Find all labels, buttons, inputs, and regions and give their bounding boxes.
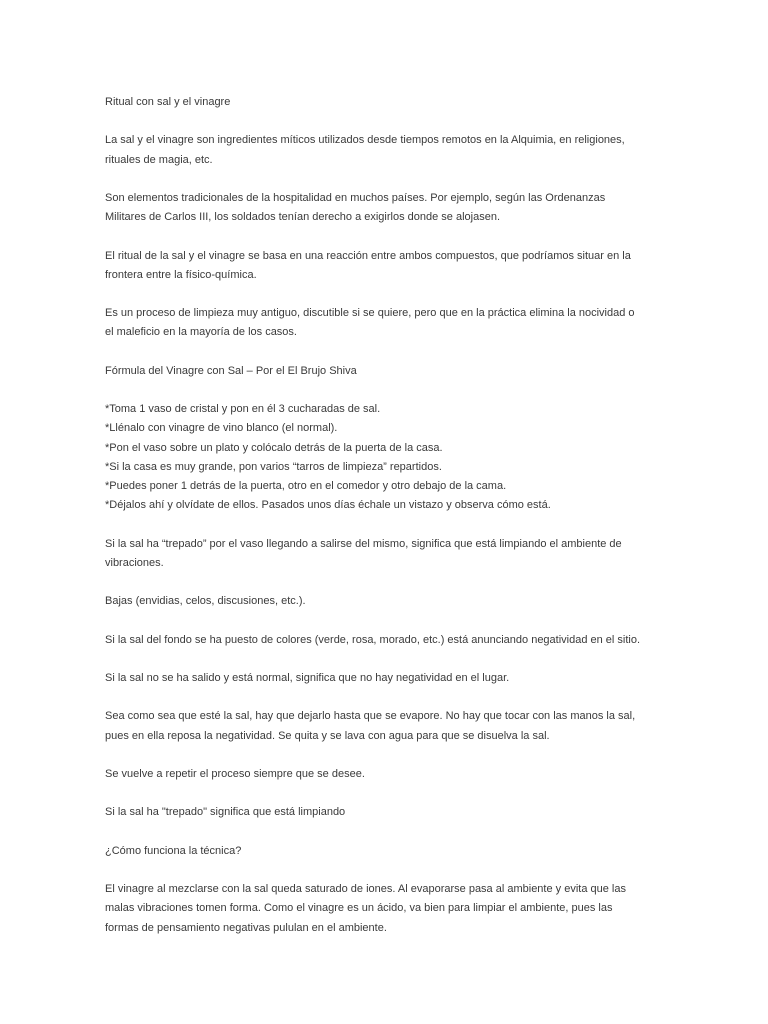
text-line: Es un proceso de limpieza muy antiguo, discutible si se quiere, pero que en la práctica elimina la nocividad o [105,307,635,320]
paragraph [105,842,665,861]
paragraph [105,592,665,611]
text-line: *Si la casa es muy grande, pon varios “tarros de limpieza” repartidos. [105,460,442,473]
text-line: Si la sal del fondo se ha puesto de colores (verde, rosa, morado, etc.) está anunciando negatividad en el sitio. [105,633,641,646]
text-line: malas vibraciones tomen forma. Como el vinagre es un ácido, va bien para limpiar el ambiente, pues las [105,902,613,915]
text-line: *Toma 1 vaso de cristal y pon en él 3 cucharadas de sal. [105,403,381,416]
text-line: Fórmula del Vinagre con Sal – Por el El Brujo Shiva [105,364,357,377]
paragraph [105,362,665,381]
paragraph [105,189,665,227]
text-line: Bajas (envidias, celos, discusiones, etc.). [105,595,306,608]
text-line: *Pon el vaso sobre un plato y colócalo detrás de la puerta de la casa. [105,441,443,454]
paragraph [105,247,665,285]
text-line: Militares de Carlos III, los soldados tenían derecho a exigirlos donde se alojasen. [105,211,501,224]
text-line: vibraciones. [105,556,164,569]
paragraph [105,707,665,745]
text-line: Si la sal ha "trepado" significa que está limpiando [105,806,346,819]
paragraph [105,400,665,515]
text-line: frontera entre la físico-química. [105,268,257,281]
text-line: ¿Cómo funciona la técnica? [105,844,242,857]
text-line: Son elementos tradicionales de la hospitalidad en muchos países. Por ejemplo, según las Ordenanzas [105,191,606,204]
text-line: *Llénalo con vinagre de vino blanco (el normal). [105,422,338,435]
paragraph [105,803,665,822]
text-line: Si la sal no se ha salido y está normal, significa que no hay negatividad en el lugar. [105,671,510,684]
paragraph [105,535,665,573]
text-line: *Puedes poner 1 detrás de la puerta, otro en el comedor y otro debajo de la cama. [105,479,507,492]
text-line: El vinagre al mezclarse con la sal queda saturado de iones. Al evaporarse pasa al ambiente y evita que las [105,883,626,896]
paragraph [105,304,665,342]
paragraph [105,93,665,112]
text-line: pues en ella reposa la negatividad. Se quita y se lava con agua para que se disuelva la sal. [105,729,550,742]
paragraph [105,765,665,784]
text-line: *Déjalos ahí y olvídate de ellos. Pasados unos días échale un vistazo y observa cómo está. [105,499,551,512]
text-line: el maleficio en la mayoría de los casos. [105,326,297,339]
text-line: La sal y el vinagre son ingredientes míticos utilizados desde tiempos remotos en la Alquimia, en religiones, [105,134,625,147]
text-line: El ritual de la sal y el vinagre se basa en una reacción entre ambos compuestos, que podríamos situar en la [105,249,631,262]
text-line: Si la sal ha “trepado” por el vaso llegando a salirse del mismo, significa que está limpiando el ambiente de [105,537,622,550]
text-line: rituales de magia, etc. [105,153,213,166]
text-line: Sea como sea que esté la sal, hay que dejarlo hasta que se evapore. No hay que tocar con las manos la sal, [105,710,636,723]
paragraph [105,131,665,169]
paragraph [105,880,665,938]
text-line: Se vuelve a repetir el proceso siempre que se desee. [105,767,365,780]
text-line: formas de pensamiento negativas pululan en el ambiente. [105,921,387,934]
paragraph [105,631,665,650]
paragraph [105,669,665,688]
document-page [105,93,665,957]
text-line: Ritual con sal y el vinagre [105,96,231,108]
